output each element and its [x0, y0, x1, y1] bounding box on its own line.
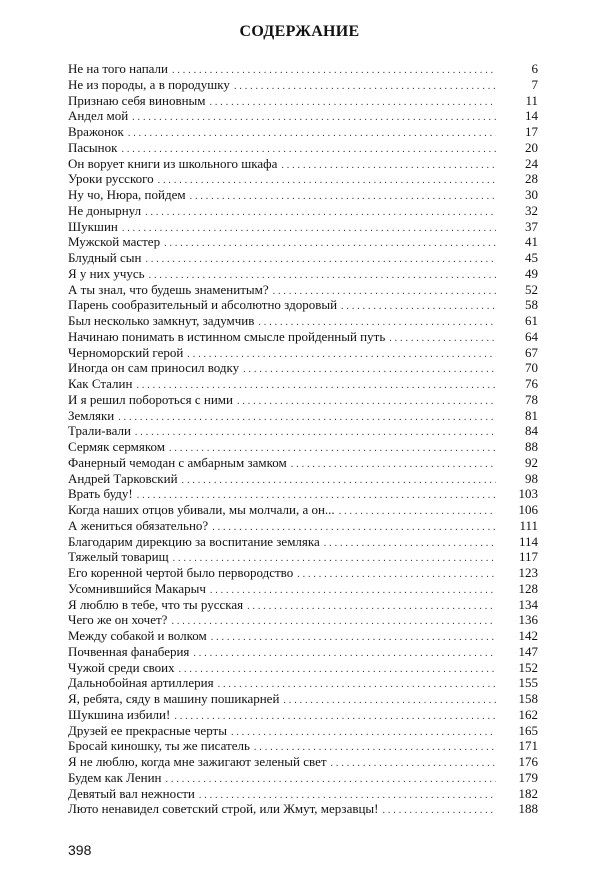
- dot-leader: [234, 79, 496, 93]
- toc-entry-title: Ну чо, Нюра, пойдем: [68, 187, 186, 202]
- toc-entry-page: 58: [525, 297, 538, 313]
- toc-entry-page: 81: [525, 407, 538, 423]
- toc-entry: [68, 518, 538, 534]
- toc-entry-title: Блудный сын: [68, 250, 142, 265]
- toc-entry-page: 117: [518, 549, 538, 565]
- dot-leader: [179, 662, 496, 676]
- dot-leader: [243, 362, 496, 376]
- toc-entry: [68, 770, 538, 786]
- toc-entry: [68, 408, 538, 424]
- toc-entry-page: 98: [525, 470, 538, 486]
- toc-entry-title: Я не люблю, когда мне зажигают зеленый свет: [68, 754, 327, 769]
- dot-leader: [247, 599, 496, 613]
- toc-entry-title: Трали-вали: [68, 423, 131, 439]
- toc-entry-title: Сермяк сермяком: [68, 439, 166, 454]
- dot-leader: [291, 457, 496, 471]
- dot-leader: [169, 441, 496, 455]
- toc-entry: [68, 329, 538, 345]
- toc-title: СОДЕРЖАНИЕ: [239, 23, 360, 40]
- toc-entry-page: 67: [525, 344, 538, 360]
- toc-entry-title: Врать буду!: [68, 486, 133, 502]
- toc-entry: [68, 486, 538, 502]
- toc-entry-title: Не из породы, а в породушку: [68, 76, 230, 92]
- dot-leader: [166, 772, 496, 786]
- toc-list: [68, 61, 538, 817]
- toc-entry-title: Чужой среди своих: [68, 659, 175, 675]
- dot-leader: [145, 205, 496, 219]
- toc-entry-title: Почвенная фанаберия: [68, 643, 190, 659]
- toc-entry: [68, 108, 538, 124]
- toc-entry-page: 182: [518, 785, 538, 801]
- toc-entry: [68, 801, 538, 817]
- toc-entry: [68, 786, 538, 802]
- dot-leader: [331, 756, 496, 770]
- toc-entry-title: Пасынок: [68, 139, 118, 155]
- toc-entry-page: 49: [525, 265, 538, 281]
- toc-entry-title: Парень сообразительный и абсолютно здоровый: [68, 297, 338, 313]
- dot-leader: [297, 567, 496, 581]
- toc-entry-title: Не донырнул: [68, 202, 142, 218]
- toc-entry-title: Я у них учусь: [68, 265, 145, 281]
- dot-leader: [145, 252, 496, 266]
- toc-entry-title: Он ворует книги из школьного шкафа: [68, 155, 278, 171]
- toc-entry: [68, 297, 538, 313]
- toc-entry: [68, 93, 538, 109]
- toc-entry: [68, 156, 538, 172]
- toc-entry-title: Шукшина избили!: [68, 706, 171, 722]
- toc-entry: [68, 549, 538, 565]
- toc-entry-page: 114: [518, 533, 538, 549]
- toc-entry: [68, 754, 538, 770]
- dot-leader: [158, 173, 496, 187]
- toc-entry-title: Земляки: [68, 407, 115, 423]
- toc-entry-page: 155: [518, 675, 538, 691]
- dot-leader: [231, 725, 496, 739]
- toc-entry-page: 20: [525, 139, 538, 155]
- toc-entry-title: Бросай киношку, ты же писатель: [68, 738, 250, 754]
- toc-entry: [68, 660, 538, 676]
- toc-entry: [68, 597, 538, 613]
- toc-entry-title: Чего же он хочет?: [68, 612, 168, 628]
- toc-entry: [68, 77, 538, 93]
- dot-leader: [187, 347, 496, 361]
- dot-leader: [210, 583, 496, 597]
- toc-entry-title: Благодарим дирекцию за воспитание земляка: [68, 533, 320, 549]
- toc-entry: [68, 644, 538, 660]
- toc-entry-title: Был несколько замкнут, задумчив: [68, 313, 255, 328]
- toc-entry-title: Уроки русского: [68, 171, 154, 187]
- dot-leader: [136, 378, 496, 392]
- toc-entry-page: 176: [518, 754, 538, 769]
- dot-leader: [182, 473, 496, 487]
- toc-entry-title: Я люблю в тебе, что ты русская: [68, 596, 244, 612]
- toc-entry-title: Как Сталин: [68, 376, 133, 391]
- dot-leader: [118, 410, 496, 424]
- toc-entry-page: 188: [518, 801, 538, 817]
- dot-leader: [254, 740, 496, 754]
- toc-entry: [68, 313, 538, 329]
- dot-leader: [121, 142, 496, 156]
- dot-leader: [281, 158, 496, 172]
- toc-entry-title: И я решил побороться с ними: [68, 391, 233, 407]
- toc-entry-page: 158: [518, 691, 538, 706]
- toc-entry-page: 37: [525, 218, 538, 234]
- dot-leader: [339, 504, 496, 518]
- toc-entry: [68, 360, 538, 376]
- toc-entry-title: Люто ненавидел советский строй, или Жмут, мерзавцы!: [68, 801, 379, 817]
- toc-entry-title: Усомнившийся Макарыч: [68, 580, 206, 596]
- toc-entry-page: 6: [531, 61, 538, 76]
- toc-entry: [68, 471, 538, 487]
- toc-entry-page: 84: [525, 423, 538, 439]
- toc-entry-page: 14: [525, 108, 538, 124]
- toc-entry-title: А ты знал, что будешь знаменитым?: [68, 281, 269, 297]
- dot-leader: [172, 63, 496, 77]
- toc-entry: [68, 250, 538, 266]
- toc-entry-title: Когда наших отцов убивали, мы молчали, а он...: [68, 502, 335, 517]
- toc-entry: [68, 565, 538, 581]
- toc-entry: [68, 534, 538, 550]
- dot-leader: [237, 394, 496, 408]
- toc-entry-page: 30: [525, 187, 538, 202]
- dot-leader: [273, 284, 496, 298]
- dot-leader: [258, 315, 496, 329]
- dot-leader: [389, 331, 496, 345]
- dot-leader: [341, 299, 496, 313]
- toc-entry-page: 179: [518, 769, 538, 785]
- toc-entry: [68, 140, 538, 156]
- toc-entry: [68, 691, 538, 707]
- toc-entry-page: 64: [525, 328, 538, 344]
- toc-entry: [68, 282, 538, 298]
- toc-entry-title: А жениться обязательно?: [68, 517, 209, 533]
- toc-entry-title: Признаю себя виновным: [68, 92, 206, 108]
- dot-leader: [324, 536, 496, 550]
- toc-entry-title: Будем как Ленин: [68, 769, 162, 785]
- toc-entry-title: Черноморский герой: [68, 344, 184, 360]
- toc-entry: [68, 581, 538, 597]
- toc-entry-page: 171: [518, 738, 538, 754]
- dot-leader: [193, 646, 496, 660]
- toc-entry-page: 152: [518, 659, 538, 675]
- toc-entry-page: 78: [525, 391, 538, 407]
- dot-leader: [122, 221, 496, 235]
- toc-entry-title: Дальнобойная артиллерия: [68, 675, 214, 691]
- toc-entry-page: 76: [525, 376, 538, 391]
- dot-leader: [132, 110, 496, 124]
- toc-entry-page: 24: [525, 155, 538, 171]
- toc-entry: [68, 455, 538, 471]
- toc-entry: [68, 675, 538, 691]
- toc-entry-title: Я, ребята, сяду в машину пошикарней: [68, 691, 280, 706]
- toc-entry-title: Мужской мастер: [68, 234, 161, 250]
- dot-leader: [128, 126, 496, 140]
- dot-leader: [164, 236, 496, 250]
- toc-entry: [68, 187, 538, 203]
- toc-entry-page: 11: [525, 92, 538, 108]
- toc-entry-title: Фанерный чемодан с амбарным замком: [68, 454, 287, 470]
- toc-entry: [68, 266, 538, 282]
- toc-entry: [68, 423, 538, 439]
- toc-entry: [68, 392, 538, 408]
- toc-entry: [68, 234, 538, 250]
- toc-entry-page: 123: [518, 565, 538, 580]
- toc-entry-page: 17: [525, 124, 538, 139]
- toc-entry-page: 111: [519, 517, 538, 533]
- toc-entry: [68, 203, 538, 219]
- toc-entry-page: 28: [525, 171, 538, 187]
- toc-entry-page: 106: [518, 502, 538, 517]
- toc-entry-page: 162: [518, 706, 538, 722]
- toc-entry-page: 41: [525, 234, 538, 250]
- toc-entry-page: 52: [525, 281, 538, 297]
- page-number: 398: [68, 842, 92, 858]
- toc-entry-page: 165: [518, 722, 538, 738]
- toc-entry-title: Иногда он сам приносил водку: [68, 360, 240, 376]
- toc-entry: [68, 171, 538, 187]
- toc-entry: [68, 124, 538, 140]
- toc-entry-title: Шукшин: [68, 218, 118, 234]
- toc-entry-page: 128: [518, 580, 538, 596]
- toc-entry-page: 103: [518, 486, 538, 502]
- dot-leader: [210, 95, 497, 109]
- dot-leader: [149, 268, 496, 282]
- toc-entry-title: Между собакой и волком: [68, 628, 207, 643]
- toc-entry: [68, 723, 538, 739]
- toc-entry: [68, 628, 538, 644]
- toc-entry-title: Начинаю понимать в истинном смысле пройденный путь: [68, 328, 386, 344]
- toc-entry-page: 32: [525, 202, 538, 218]
- toc-entry: [68, 439, 538, 455]
- dot-leader: [283, 693, 496, 707]
- dot-leader: [135, 425, 496, 439]
- dot-leader: [218, 677, 496, 691]
- toc-entry: [68, 707, 538, 723]
- toc-entry-title: Андрей Тарковский: [68, 470, 178, 486]
- dot-leader: [190, 189, 496, 203]
- toc-entry-title: Вражонок: [68, 124, 124, 139]
- toc-entry-page: 92: [525, 454, 538, 470]
- dot-leader: [212, 520, 496, 534]
- toc-entry-title: Андел мой: [68, 108, 129, 124]
- dot-leader: [174, 709, 496, 723]
- toc-entry-page: 136: [518, 612, 538, 628]
- toc-entry-title: Тяжелый товарищ: [68, 549, 169, 565]
- toc-entry-title: Не на того напали: [68, 61, 168, 76]
- toc-entry: [68, 61, 538, 77]
- toc-entry: [68, 345, 538, 361]
- toc-entry-page: 142: [518, 628, 538, 643]
- dot-leader: [137, 488, 496, 502]
- toc-entry-page: 45: [525, 250, 538, 265]
- dot-leader: [383, 803, 497, 817]
- dot-leader: [171, 614, 496, 628]
- toc-entry: [68, 738, 538, 754]
- toc-entry-title: Девятый вал нежности: [68, 785, 195, 801]
- toc-entry-page: 7: [531, 76, 538, 92]
- toc-entry: [68, 219, 538, 235]
- toc-entry-page: 61: [525, 313, 538, 328]
- toc-entry: [68, 376, 538, 392]
- toc-entry-page: 88: [525, 439, 538, 454]
- toc-entry: [68, 612, 538, 628]
- toc-entry-title: Друзей ее прекрасные черты: [68, 722, 227, 738]
- toc-entry-page: 147: [518, 643, 538, 659]
- dot-leader: [199, 788, 496, 802]
- toc-entry: [68, 502, 538, 518]
- dot-leader: [211, 630, 496, 644]
- toc-entry-page: 70: [525, 360, 538, 376]
- dot-leader: [173, 551, 496, 565]
- toc-entry-page: 134: [518, 596, 538, 612]
- toc-entry-title: Его коренной чертой было первородство: [68, 565, 294, 580]
